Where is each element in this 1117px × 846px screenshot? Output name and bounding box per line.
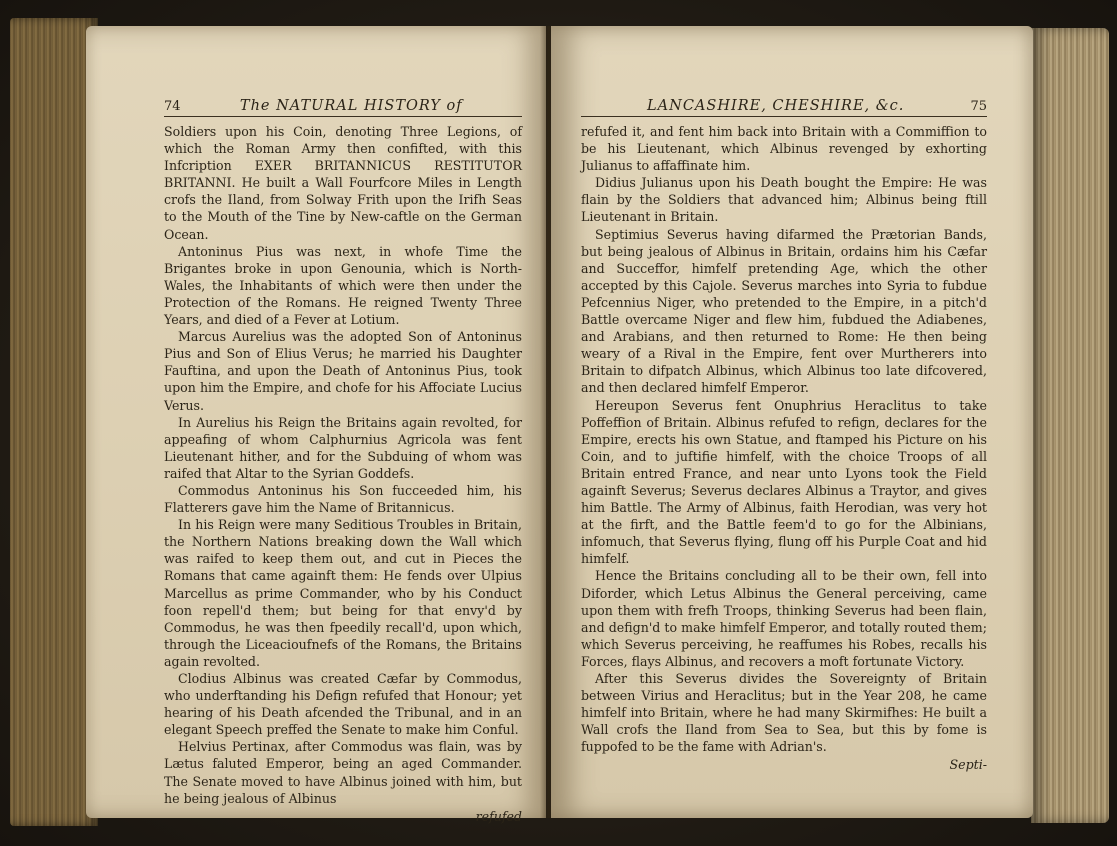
paragraph: refufed it, and fent him back into Britain with a Commiffion to be his Lieutenant, which Albinus revenged by exhorting Julianus to affaffinate him.	[581, 124, 987, 174]
paragraph: Septimius Severus having difarmed the Prætorian Bands, but being jealous of Albinus in Britain, ordains him his Cæfar and Succeffor, himfelf pretending Age, which the other accepted by this Cajole. Severus marches into Syria to fubdue Pefcennius Niger, who pretended to the Empire, in a pitch'd Battle overcame Niger and flew him, fubdued the Adiabenes, and Arabians, and then returned to Rome: He then being weary of a Rival in the Empire, fent over Murtherers into Britain to difpatch Albinus, which Albinus too late difcovered, and then declared himfelf Emperor.	[581, 226, 987, 396]
paragraph: Marcus Aurelius was the adopted Son of Antoninus Pius and Son of Elius Verus; he married his Daughter Fauftina, and upon the Death of Antoninus Pius, took upon him the Empire, and chofe for his Affociate Lucius Verus.	[164, 329, 522, 413]
left-page	[86, 26, 546, 824]
paragraph: In Aurelius his Reign the Britains again revolted, for appeafing of whom Calphurnius Agricola was fent Lieutenant hither, and for the Subduing of whom was raifed that Altar to the Syrian Goddefs.	[164, 414, 522, 481]
left-running-head	[164, 98, 522, 117]
left-body-text	[164, 123, 522, 807]
right-page-number: 75	[970, 99, 987, 114]
right-page	[551, 26, 1033, 818]
paragraph: Commodus Antoninus his Son fucceeded him, his Flatterers gave him the Name of Britannicus.	[164, 482, 522, 516]
paragraph: Didius Julianus upon his Death bought the Empire: He was flain by the Soldiers that advanced him; Albinus being ftill Lieutenant in Britain.	[581, 175, 987, 225]
left-running-title: The NATURAL HISTORY of	[239, 98, 463, 114]
paragraph: Hereupon Severus fent Onuphrius Heraclitus to take Poffeffion of Britain. Albinus refufed to refign, declares for the Empire, erects his own Statue, and ftamped his Picture on his Coin, and to juftifie himfelf, with the choice Troops of all Britain entred France, and near unto Lyons took the Field againft Severus; Severus declares Albinus a Traytor, and gives him Battle. The Army of Albinus, faith Herodian, was very hot at the firft, and the Battle feem'd to go for the Albinians, infomuch, that Severus flying, flung off his Purple Coat and hid himfelf.	[581, 397, 987, 567]
right-catchword: Septi-	[949, 757, 987, 773]
left-page-number: 74	[164, 99, 181, 114]
left-page-edges	[10, 18, 98, 826]
paragraph: Antoninus Pius was next, in whofe Time the Brigantes broke in upon Genounia, which is North-Wales, the Inhabitants of which were then under the Protection of the Romans. He reigned Twenty Three Years, and died of a Fever at Lotium.	[164, 243, 522, 328]
right-running-title: LANCASHIRE, CHESHIRE, &c.	[647, 98, 905, 114]
paragraph: In his Reign were many Seditious Troubles in Britain, the Northern Nations breaking down the Wall which was raifed to keep them out, and cut in Pieces the Romans that came againft them: He fends over Ulpius Marcellus as prime Commander, who by his Conduct foon repell'd them; but being for that envy'd by Commodus, he was then fpeedily recall'd, upon which, through the Liceacioufnefs of the Romans, the Britains again revolted.	[164, 517, 522, 669]
right-running-head	[581, 98, 987, 117]
paragraph: Clodius Albinus was created Cæfar by Commodus, who underftanding his Defign refufed that Honour; yet hearing of his Death afcended the Tribunal, and in an elegant Speech preffed the Senate to make him Conful.	[164, 671, 522, 738]
paragraph: Hence the Britains concluding all to be their own, fell into Diforder, which Letus Albinus the General perceiving, came upon them with frefh Troops, thinking Severus had been flain, and defign'd to make himfelf Emperor, and totally routed them; which Severus perceiving, he reaffumes his Robes, recalls his Forces, flays Albinus, and recovers a moft fortunate Victory.	[581, 568, 987, 669]
paragraph: After this Severus divides the Sovereignty of Britain between Virius and Heraclitus; but in the Year 208, he came himfelf into Britain, where he had many Skirmifhes: He built a Wall crofs the Iland from Sea to Sea, but this by fome is fuppofed to be the fame with Adrian's.	[581, 671, 987, 755]
right-body-text	[581, 123, 987, 755]
right-page-edges	[1031, 28, 1109, 823]
paragraph: Helvius Pertinax, after Commodus was flain, was by Lætus faluted Emperor, being an aged Commander. The Senate moved to have Albinus joined with him, but he being jealous of Albinus	[164, 739, 522, 806]
paragraph: Soldiers upon his Coin, denoting Three Legions, of which the Roman Army then confifted, with this Infcription EXER BRITANNICUS RESTITUTOR BRITANNI. He built a Wall Fourfcore Miles in Length crofs the Iland, from Solway Frith upon the Irifh Seas to the Mouth of the Tine by New-caftle on the German Ocean.	[164, 124, 522, 242]
left-catchword: refufed	[475, 808, 522, 824]
